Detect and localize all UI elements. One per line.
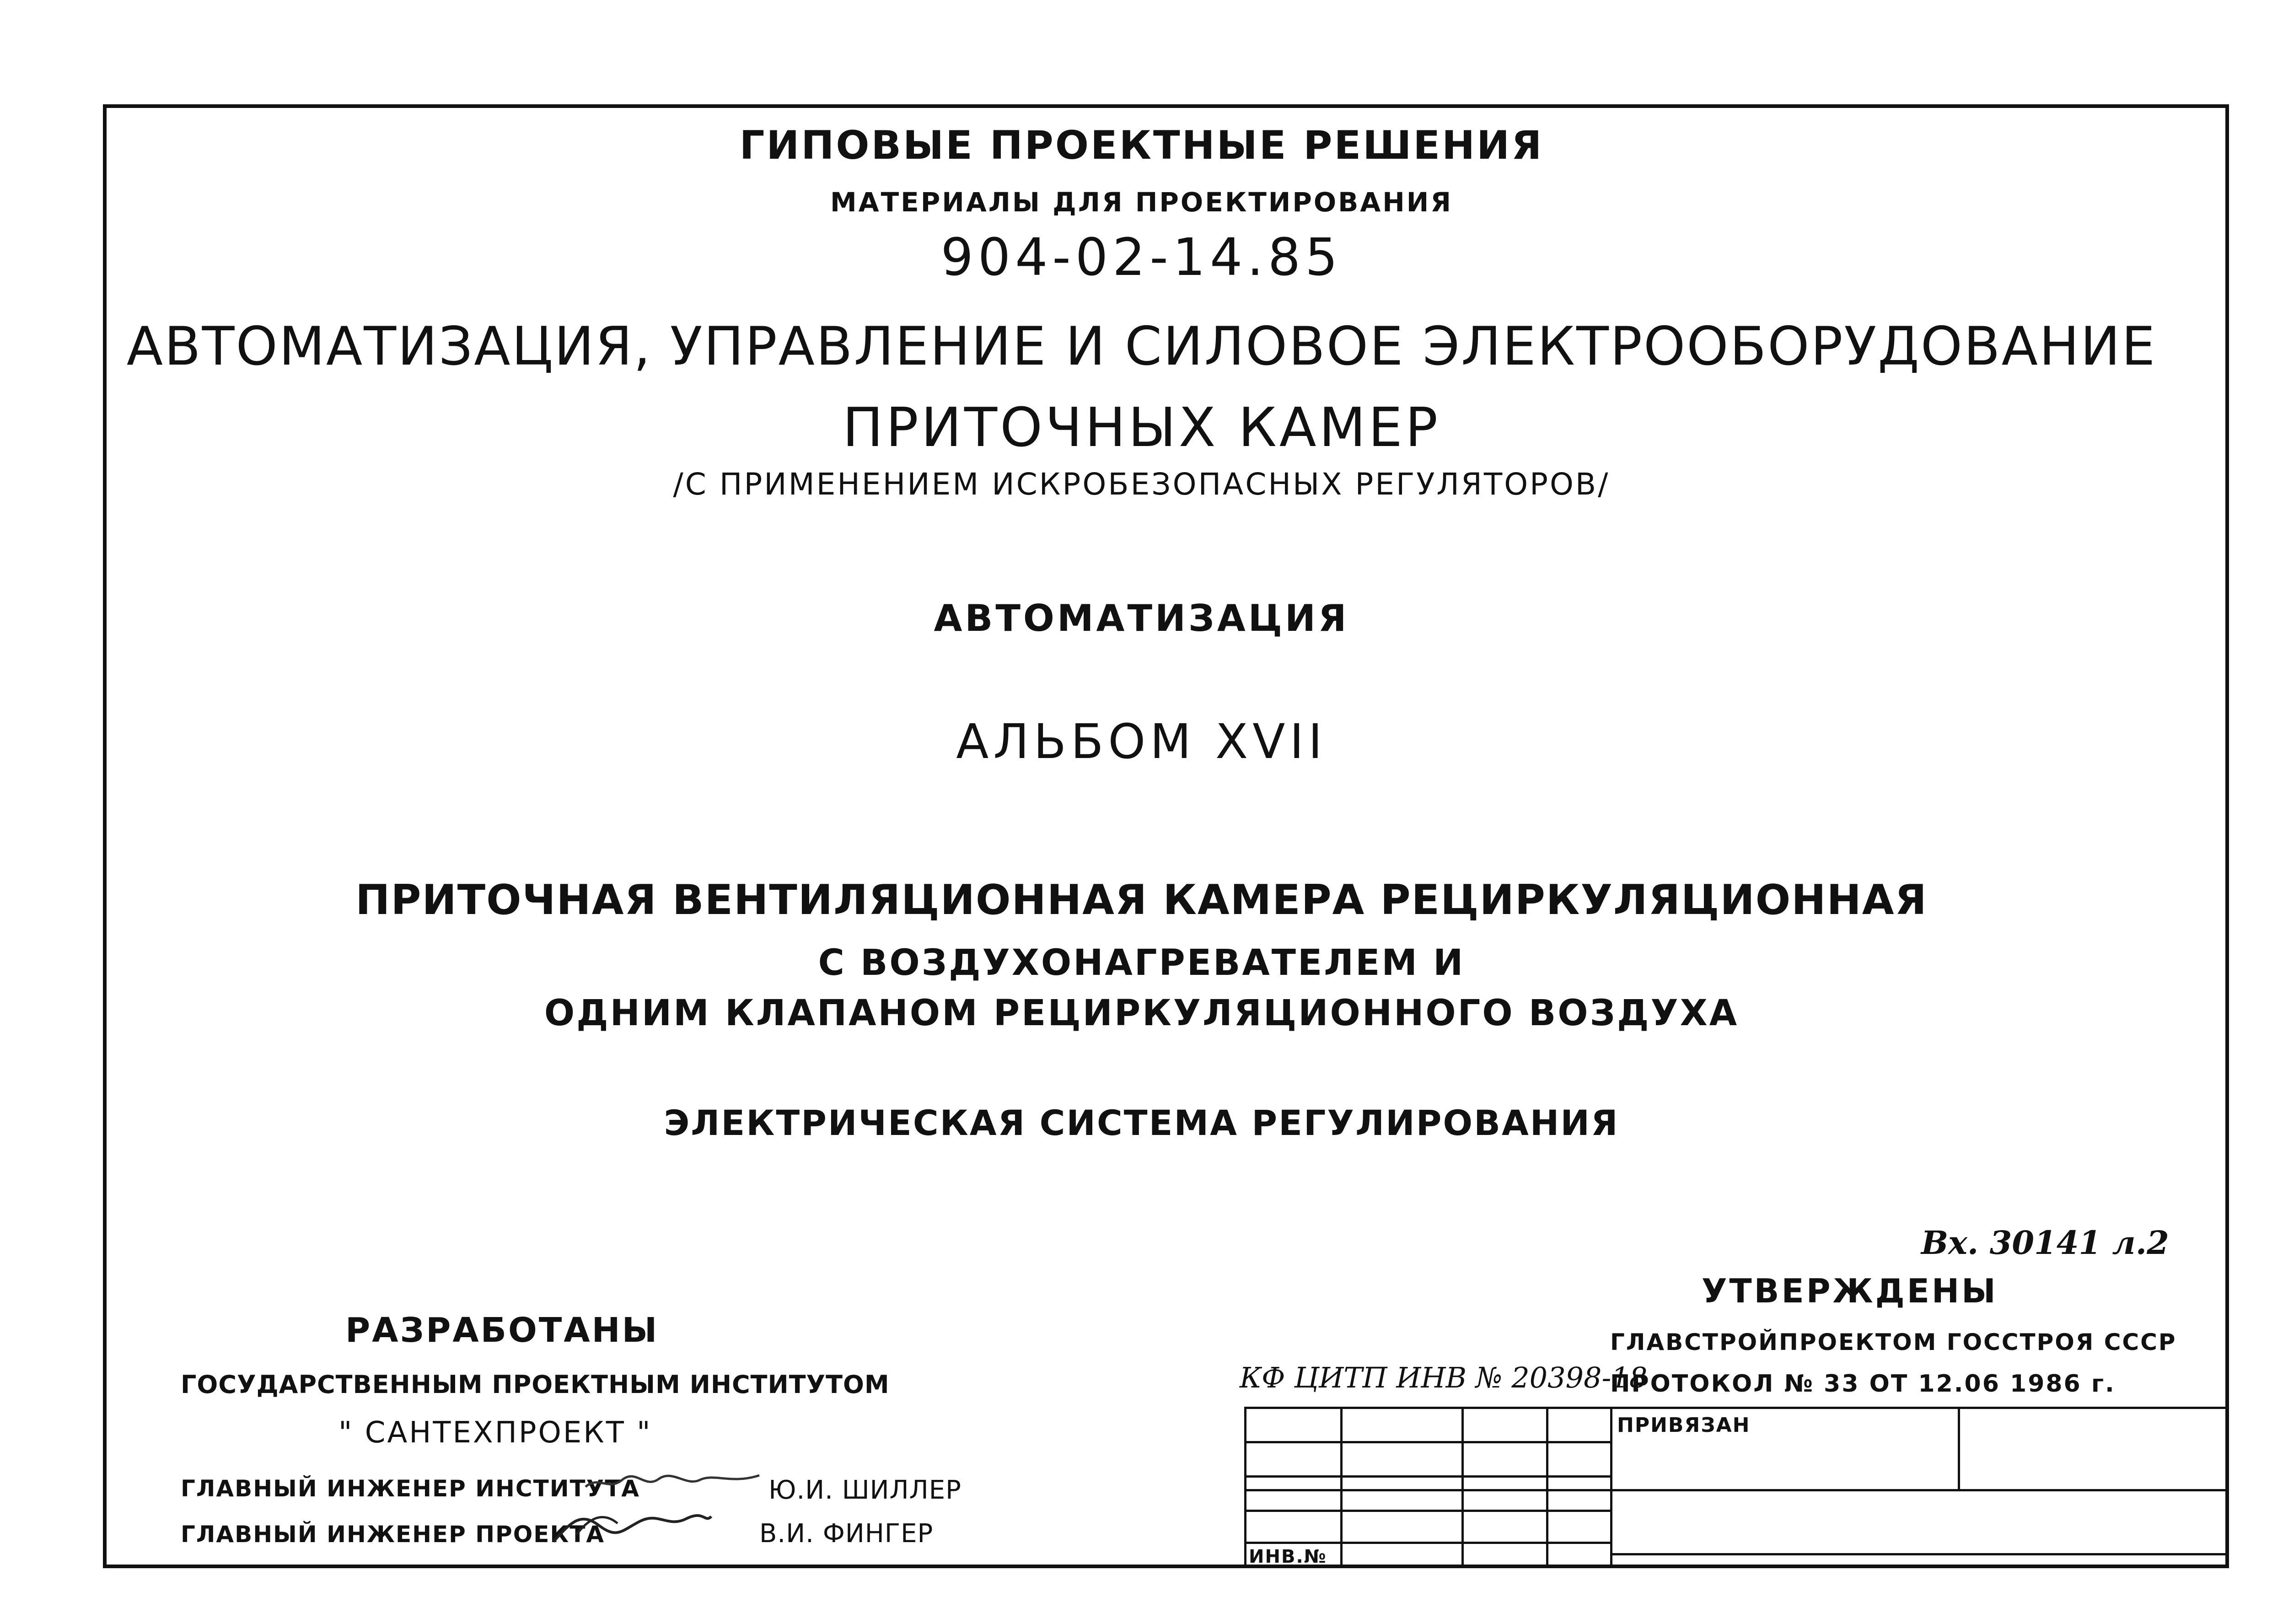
inventory-number-label: ИНВ.№	[1249, 1546, 1327, 1567]
header-line-1: ГИПОВЫЕ ПРОЕКТНЫЕ РЕШЕНИЯ	[739, 123, 1544, 168]
stamp-line	[1546, 1407, 1548, 1567]
subject-line-3: ОДНИМ КЛАПАНОМ РЕЦИРКУЛЯЦИОННОГО ВОЗДУХА	[544, 993, 1739, 1034]
stamp-line	[1244, 1475, 1610, 1478]
approval-protocol: ПРОТОКОЛ № 33 ОТ 12.06 1986 г.	[1610, 1370, 2116, 1398]
stamp-line	[1340, 1407, 1343, 1567]
stamp-line	[1244, 1542, 1610, 1544]
inventory-note: КФ ЦИТП ИНВ № 20398-18	[1240, 1361, 1648, 1394]
title-line-3: /С ПРИМЕНЕНИЕМ ИСКРОБЕЗОПАСНЫХ РЕГУЛЯТОРОВ/	[673, 467, 1610, 502]
stamp-line	[1244, 1407, 2228, 1409]
document-code: 904-02-14.85	[940, 228, 1343, 287]
stamp-line	[1461, 1407, 1464, 1567]
approved-by: ГЛАВСТРОЙПРОЕКТОМ ГОССТРОЯ СССР	[1610, 1329, 2177, 1355]
stamp-line	[1610, 1553, 2228, 1555]
album-title: АЛЬБОМ XVII	[956, 714, 1327, 769]
project-engineer-name: В.И. ФИНГЕР	[759, 1519, 934, 1549]
institute-name: " САНТЕХПРОЕКТ "	[338, 1416, 652, 1450]
header-line-2: МАТЕРИАЛЫ ДЛЯ ПРОЕКТИРОВАНИЯ	[830, 187, 1453, 218]
stamp-line	[1244, 1489, 2228, 1491]
project-engineer-role: ГЛАВНЫЙ ИНЖЕНЕР ПРОЕКТА	[181, 1521, 605, 1548]
subject-line-1: ПРИТОЧНАЯ ВЕНТИЛЯЦИОННАЯ КАМЕРА РЕЦИРКУЛЯЦИОННАЯ	[355, 876, 1928, 924]
chief-engineer-role: ГЛАВНЫЙ ИНЖЕНЕР ИНСТИТУТА	[181, 1475, 640, 1502]
stamp-line	[1958, 1407, 1960, 1489]
attached-label: ПРИВЯЗАН	[1617, 1414, 1751, 1437]
subject-line-4: ЭЛЕКТРИЧЕСКАЯ СИСТЕМА РЕГУЛИРОВАНИЯ	[664, 1102, 1619, 1143]
subject-line-2: С ВОЗДУХОНАГРЕВАТЕЛЕМ И	[818, 942, 1465, 984]
project-engineer-signature	[549, 1503, 714, 1549]
developed-by: ГОСУДАРСТВЕННЫМ ПРОЕКТНЫМ ИНСТИТУТОМ	[181, 1370, 890, 1399]
stamp-line	[1244, 1441, 1610, 1443]
chief-engineer-name: Ю.И. ШИЛЛЕР	[768, 1475, 962, 1505]
section-title: АВТОМАТИЗАЦИЯ	[934, 597, 1349, 640]
stamp-line	[1244, 1407, 1246, 1567]
chief-engineer-signature	[581, 1466, 764, 1498]
stamp-line	[1610, 1407, 1612, 1567]
title-line-1: АВТОМАТИЗАЦИЯ, УПРАВЛЕНИЕ И СИЛОВОЕ ЭЛЕКТРООБОРУДОВАНИЕ	[126, 316, 2157, 377]
stamp-line	[1244, 1510, 1610, 1512]
approved-label: УТВЕРЖДЕНЫ	[1702, 1272, 1998, 1310]
title-line-2: ПРИТОЧНЫХ КАМЕР	[842, 396, 1441, 459]
developed-label: РАЗРАБОТАНЫ	[345, 1311, 659, 1350]
reference-note: Вх. 30141 л.2	[1921, 1224, 2169, 1262]
